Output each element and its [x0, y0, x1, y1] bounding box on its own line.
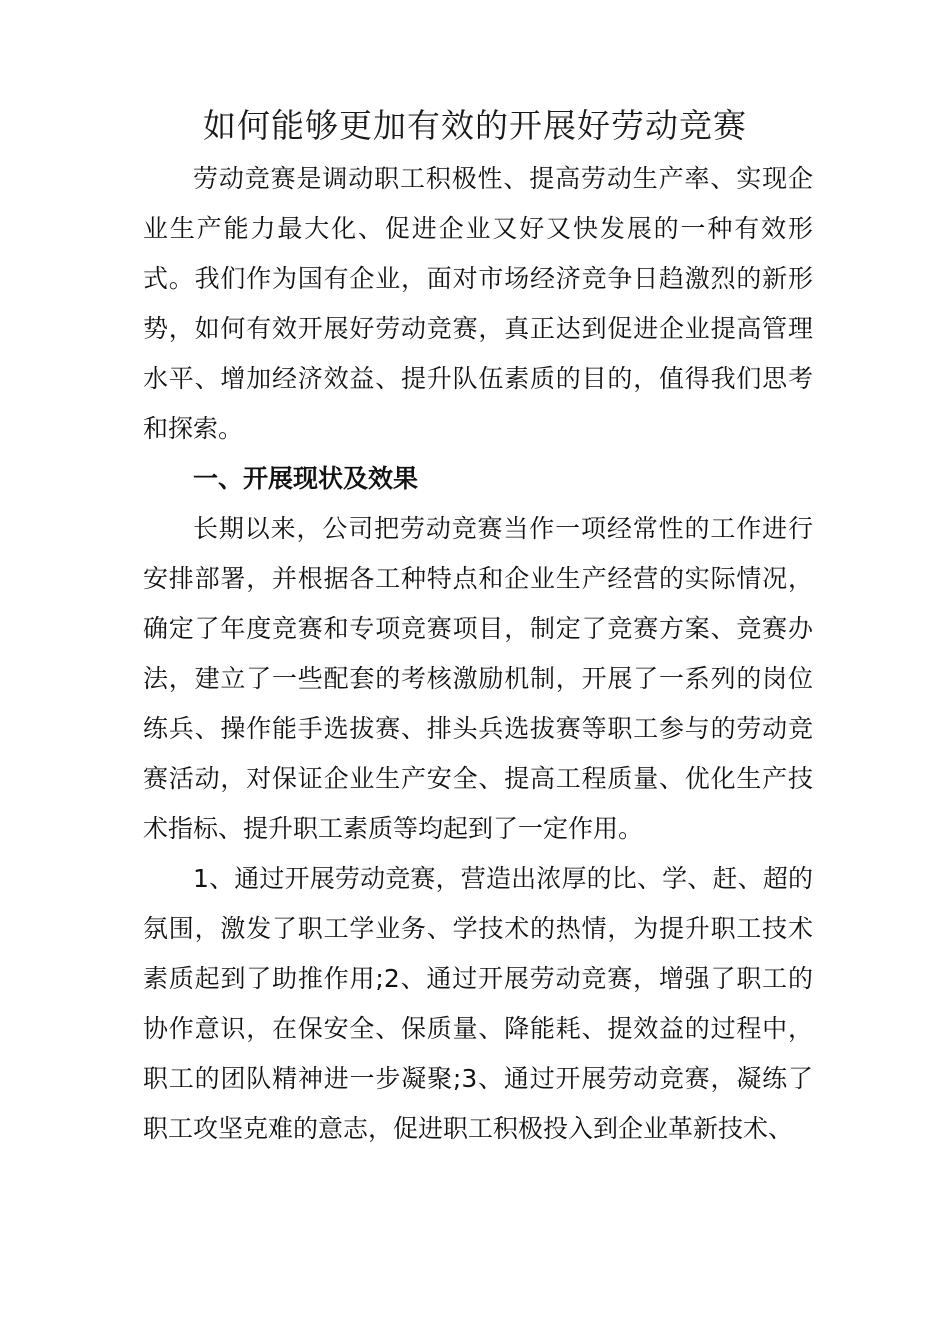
- intro-paragraph: 劳动竞赛是调动职工积极性、提高劳动生产率、实现企业生产能力最大化、促进企业又好又快发展的一种有效形式。我们作为国有企业，面对市场经济竞争日趋激烈的新形势，如何有效开展好劳动竞赛，真正达到促进企业提高管理水平、增加经济效益、提升队伍素质的目的，值得我们思考和探索。: [143, 164, 813, 443]
- document-body: [143, 154, 813, 1154]
- section-paragraph: 长期以来，公司把劳动竞赛当作一项经常性的工作进行安排部署，并根据各工种特点和企业生产经营的实际情况，确定了年度竞赛和专项竞赛项目，制定了竞赛方案、竞赛办法，建立了一些配套的考核激励机制，开展了一系列的岗位练兵、操作能手选拔赛、排头兵选拔赛等职工参与的劳动竞赛活动，对保证企业生产安全、提高工程质量、优化生产技术指标、提升职工素质等均起到了一定作用。: [143, 514, 813, 843]
- page-title: 如何能够更加有效的开展好劳动竞赛: [203, 106, 747, 145]
- section-heading: 一、开展现状及效果: [193, 464, 419, 493]
- section-paragraph: 1、通过开展劳动竞赛，营造出浓厚的比、学、赶、超的氛围，激发了职工学业务、学技术的热情，为提升职工技术素质起到了助推作用;2、通过开展劳动竞赛，增强了职工的协作意识，在保安全、保质量、降能耗、提效益的过程中，职工的团队精神进一步凝聚;3、通过开展劳动竞赛，凝练了职工攻坚克难的意志，促进职工积极投入到企业革新技术、: [143, 864, 813, 1143]
